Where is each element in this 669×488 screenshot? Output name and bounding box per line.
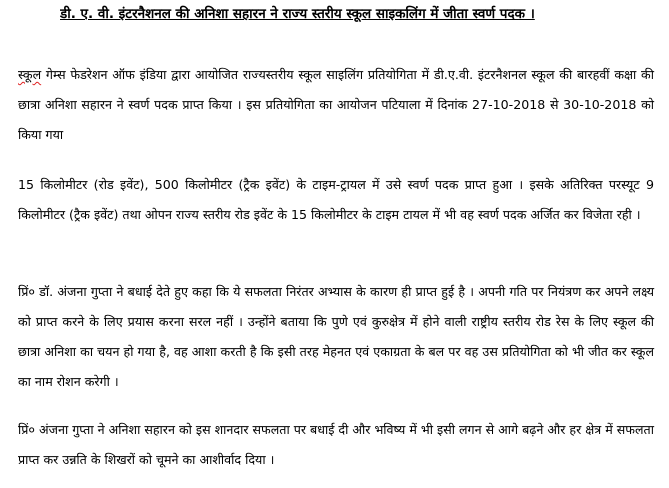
spellcheck-flagged-word: स्कूल: [18, 67, 42, 82]
document-headline: डी. ए. वी. इंटरनैशनल की अनिशा सहारन ने राज्य स्तरीय स्कूल साइकलिंग में जीता स्वर्ण पदक ।: [60, 6, 535, 22]
paragraph-4: प्रिं० अंजना गुप्ता ने अनिशा सहारन को इस शानदार सफलता पर बधाई दी और भविष्य में भी इसी लगन से आगे बढ़ने और हर क्षेत्र में सफलता प्राप्त कर उन्नति के शिखरों को चूमने का आशीर्वाद दिया ।: [18, 422, 654, 467]
paragraph-2: 15 किलोमीटर (रोड इवेंट), 500 किलोमीटर (ट्रैक इवेंट) के टाइम-ट्रायल में उसे स्वर्ण पदक प्राप्त हुआ । इसके अतिरिक्त परस्यूट 9 किलोमीटर (ट्रैक इवेंट) तथा ओपन राज्य स्तरीय रोड इवेंट के 15 किलोमीटर के टाइम टायल में भी वह स्वर्ण पदक अर्जित कर विजेता रही ।: [18, 177, 654, 222]
paragraph-1: [18, 60, 654, 150]
paragraph-3: प्रिं० डॉ. अंजना गुप्ता ने बधाई देते हुए कहा कि ये सफलता निरंतर अभ्यास के कारण ही प्राप्त हुई है । अपनी गति पर नियंत्रण कर अपने लक्ष्य को प्राप्त करने के लिए प्रयास करना सरल नहीं । उन्होंने बताया कि पुणे एवं कुरुक्षेत्र में होने वाली राष्ट्रीय स्तरीय रोड रेस के लिए स्कूल की छात्रा अनिशा का चयन हो गया है, वह आशा करती है कि इसी तरह मेहनत एवं एकाग्रता के बल पर वह उस प्रतियोगिता को भी जीत कर स्कूल का नाम रोशन करेगी ।: [18, 284, 654, 389]
paragraph-1-text: गेम्स फेडरेशन ऑफ इंडिया द्वारा आयोजित राज्यस्तरीय स्कूल साइलिंग प्रतियोगिता में डी.ए.वी. इंटरनैशनल स्कूल की बारहवीं कक्षा की छात्रा अनिशा सहारन ने स्वर्ण पदक प्राप्त किया । इस प्रतियोगिता का आयोजन पटियाला में दिनांक 27-10-2018 से 30-10-2018 को किया गया: [18, 67, 654, 142]
